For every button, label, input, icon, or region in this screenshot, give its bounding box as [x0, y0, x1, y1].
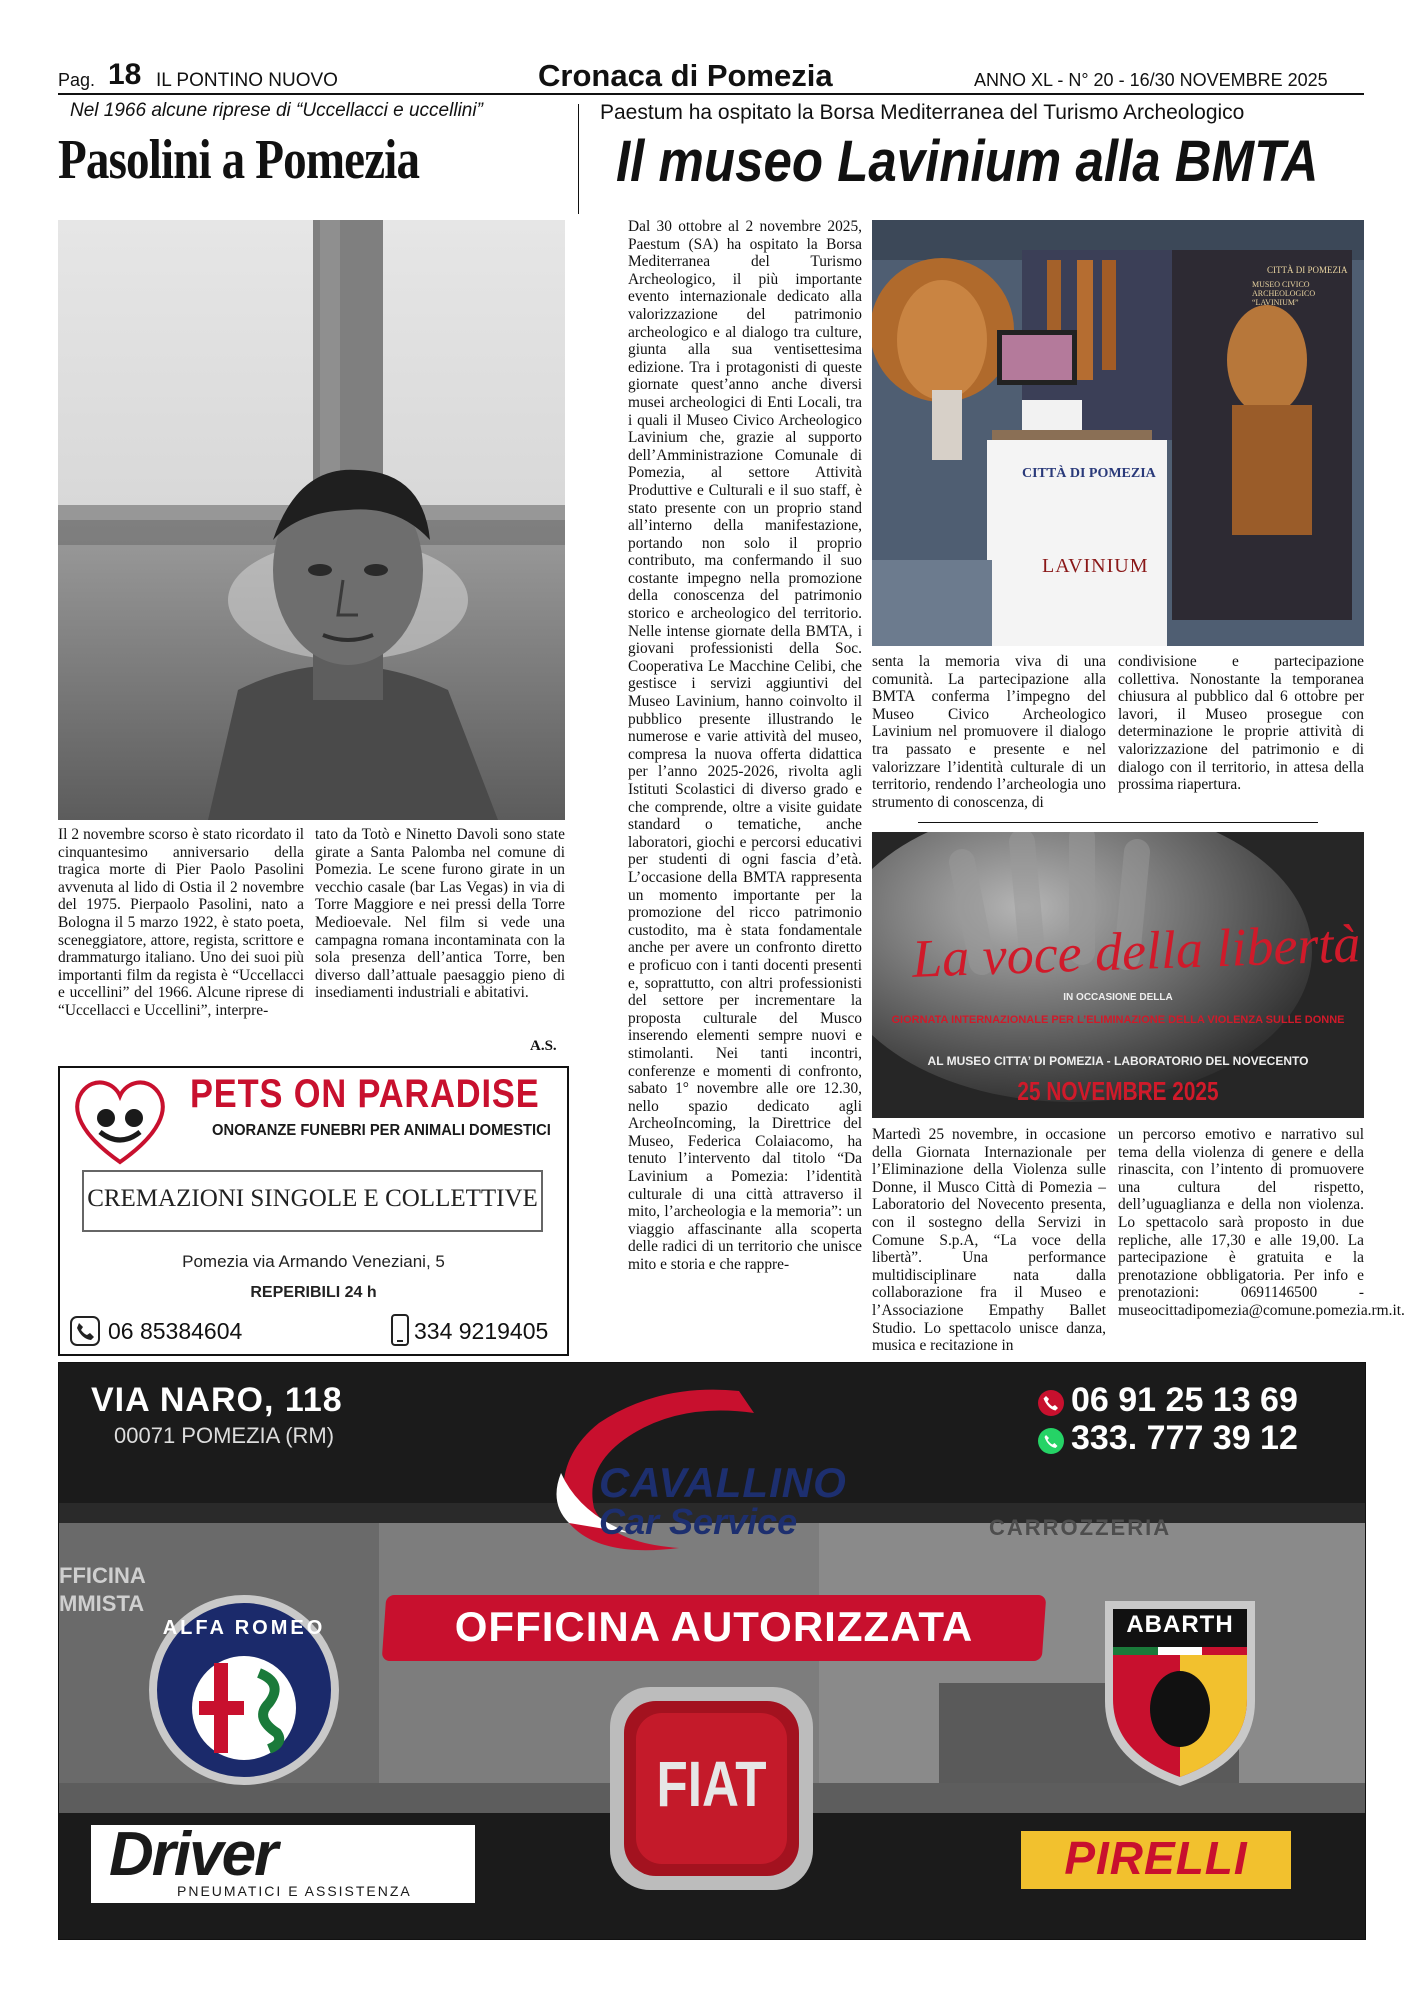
- right-kicker: Paestum ha ospitato la Borsa Mediterranea del Turismo Archeologico: [600, 101, 1245, 124]
- left-col-1: Il 2 novembre scorso è stato ricordato il cinquantesimo anniversario della tragica morte di Pier Paolo Pasolini avvenuta al lido di Ostia il 2 novembre del 1975. Pierpaolo Pasolini, nato a Bologna il 5 marzo 1922, è stato poeta, sceneggiatore, attore, regista, scrittore e drammaturgo italiano. Uno dei suoi più importanti film da regista è “Uccellacci e uccellini” del 1966. Alcune riprese di “Uccellacci e Uccellini”, interpre-: [58, 826, 304, 1019]
- stand-roll-title: CITTÀ DI POMEZIA: [1267, 265, 1348, 275]
- event-col-b: un percorso emotivo e narrativo sul tema della violenza di genere e della rinascita, con l’intento di promuovere una cultura del rispetto, dell’uguaglianza e della non violenza. Lo spettacolo sarà proposto in due repliche, alle 17,30 e alle 19,00. La partecipazione è gratuita e la prenotazione obbligatoria. Per info e prenotazioni: 0691146500 - museocittadipomezia@comune.pomezia.rm.it.: [1118, 1126, 1405, 1319]
- pets-phone-landline[interactable]: 06 85384604: [108, 1318, 243, 1344]
- cav-city: 00071 POMEZIA (RM): [114, 1423, 335, 1448]
- issue-info: ANNO XL - N° 20 - 16/30 NOVEMBRE 2025: [974, 70, 1328, 90]
- event-col-a: Martedì 25 novembre, in occasione della Giornata Internazionale per l’Eliminazione della Violenza sulle Donne, il Musco Città di Pomezia – Laboratorio del Novecento presenta, con il sostegno della Servizi in Comune S.p.A, “La voce della libertà”. Una performance multidisciplinare nata dalla collaborazione fra il Museo e l’Associazione Empathy Ballet Studio. Lo spettacolo unisce danza, musica e recitazione in: [872, 1126, 1106, 1355]
- left-signature: A.S.: [530, 1038, 557, 1054]
- fiat-text: FIAT: [656, 1748, 767, 1820]
- right-col-b: senta la memoria viva di una comunità. La partecipazione alla BMTA conferma l’impegno del Museo Civico Archeologico Lavinium nel promuovere il dialogo tra passato e presente e nel valorizzare l’identità culturale di un territorio, rendendo l’archeologia uno strumento di conoscenza, di: [872, 653, 1106, 811]
- cav-phone2[interactable]: 333. 777 39 12: [1071, 1419, 1298, 1457]
- alfa-romeo-emblem: [189, 1653, 299, 1763]
- pets-ad[interactable]: [58, 1066, 569, 1356]
- bmta-stand-photo: [872, 220, 1364, 646]
- pets-tagline: ONORANZE FUNEBRI PER ANIMALI DOMESTICI: [212, 1122, 551, 1139]
- right-divider: [918, 822, 1318, 823]
- pets-availability: REPERIBILI 24 h: [250, 1284, 377, 1301]
- header-rule: [58, 93, 1364, 95]
- right-col-main: Dal 30 ottobre al 2 novembre 2025, Paestum (SA) ha ospitato la Borsa Mediterranea del Turismo Archeologico, il più importante evento internazionale dedicato alla valorizzazione del patrimonio archeologico e al dialogo tra culture, giunta alla sua ventisettesima edizione. Tra i protagonisti di queste giornate quest’anno anche diversi musei archeologici di Enti Locali, tra i quali il Museo Civico Archeologico Lavinium che, grazie al supporto dell’Amministrazione Comunale di Pomezia, al settore Attività Produttive e Culturali e il suo staff, è stato presente con un proprio stand all’interno della manifestazione, portando non solo il proprio contributo, ma confermando il suo costante impegno nella promozione della conoscenza del patrimonio storico e archeologico del territorio. Nelle intense giornate della BMTA, i giovani professionisti della Soc. Cooperativa Le Macchine Celibi, che gestisce i servizi aggiuntivi del Museo Lavinium, hanno coinvolto il pubblico presente illustrando le numerose e varie attività del museo, compresa la nuova offerta didattica per l’anno 2025-2026, rivolta agli Istituti Scolastici di diverso grado e che comprende, oltre a visite guidate standard o tematiche, anche laboratori, giochi e percorsi educativi per studenti di ogni fascia d’età. L’occasione della BMTA rappresenta un momento importante per la promozione del ricco patrimonio custodito, ma è stata fondamentale anche per avere un confronto diretto e proficuo con i tanti docenti presenti e, soprattutto, con altri professionisti del settore per incrementare la proposta culturale del Musco inserendo elementi sempre nuovi e stimolanti. Nei tanti incontri, conferenze e momenti di confronto, sabato 1° novembre alle ore 12.30, nello spazio dedicato agli ArcheoIncoming, la Direttrice del Museo, Federica Colaiacomo, ha tenuto l’intervento dal titolo “Da Lavinium a Pomezia: l’identità culturale di una città attraverso il mito, l’archeologia e la memoria”: un viaggio affascinante alla scoperta delle radici di un territorio che unisce mito e storia e che rappre-: [628, 218, 862, 1274]
- pets-phone-mobile[interactable]: 334 9219405: [414, 1318, 549, 1344]
- page-label: Pag.: [58, 70, 96, 90]
- cav-banner-text: OFFICINA AUTORIZZATA: [454, 1603, 974, 1650]
- cav-bg-sign-specialista: MMISTA: [59, 1591, 145, 1616]
- left-kicker: Nel 1966 alcune riprese di “Uccellacci e uccellini”: [70, 100, 483, 121]
- cav-street: VIA NARO, 118: [91, 1381, 343, 1419]
- phone-icon: [70, 1316, 100, 1346]
- right-col-c: condivisione e partecipazione collettiva. Nonostante la temporanea chiusura al pubblico dal 6 ottobre per lavori, il Museo prosegue con determinazione le proprie attività di valorizzazione del patrimonio e di dialogo con il territorio, in attesa della prossima riapertura.: [1118, 653, 1364, 794]
- cav-brand-sub: Car Service: [599, 1501, 798, 1542]
- left-col-2: tato da Totò e Ninetto Davoli sono state girate a Santa Palomba nel comune di Pomezia. Le scene furono girate in un vecchio casale (bar Las Vegas) in via di Torre Maggiore e nei pressi della Torre Medioevale. Nel film si vede una campagna romana incontaminata con la sola presenza dell’antica Torre, ben diverso dall’attuale paesaggio pieno di insediamenti industriali e abitativi.: [315, 826, 565, 1002]
- pets-address: Pomezia via Armando Veneziani, 5: [182, 1252, 445, 1271]
- stand-banner-city: CITTÀ DI POMEZIA: [1022, 466, 1156, 481]
- phone-icon: [1037, 1389, 1065, 1417]
- page-number: 18: [108, 58, 142, 91]
- cavallino-ad[interactable]: [58, 1362, 1366, 1940]
- driver-text: Driver: [109, 1820, 277, 1889]
- pets-service: CREMAZIONI SINGOLE E COLLETTIVE: [87, 1185, 538, 1212]
- cav-phone1[interactable]: 06 91 25 13 69: [1071, 1381, 1298, 1419]
- heart-paw-icon: [70, 1074, 170, 1166]
- pirelli-text: PIRELLI: [1064, 1832, 1248, 1884]
- alfa-romeo-text: ALFA ROMEO: [162, 1617, 326, 1639]
- stand-banner-brand: LAVINIUM: [1042, 555, 1149, 577]
- event-title: La voce della libertà: [911, 913, 1362, 989]
- right-headline: Il museo Lavinium alla BMTA: [616, 129, 1319, 194]
- event-line3: AL MUSEO CITTA’ DI POMEZIA - LABORATORIO DEL NOVECENTO: [927, 1054, 1309, 1068]
- column-divider: [578, 104, 579, 214]
- cav-bg-sign-carrozzeria: CARROZZERIA: [989, 1515, 1172, 1540]
- cav-bg-sign-officina: FFICINA: [59, 1563, 146, 1588]
- abarth-text: ABARTH: [1126, 1611, 1234, 1638]
- whatsapp-icon: [1037, 1427, 1065, 1455]
- mobile-phone-icon: [390, 1314, 410, 1346]
- pets-name: PETS ON PARADISE: [190, 1072, 540, 1116]
- event-line2: GIORNATA INTERNAZIONALE PER L’ELIMINAZIONE DELLA VIOLENZA SULLE DONNE: [891, 1014, 1345, 1026]
- pasolini-photo-art: [58, 220, 565, 820]
- page-header: [58, 58, 1364, 92]
- paper-name: IL PONTINO NUOVO: [156, 70, 338, 91]
- stand-roll-sub: MUSEO CIVICO ARCHEOLOGICO “LAVINIUM”: [1252, 280, 1316, 307]
- cav-brand: CAVALLINO: [599, 1459, 847, 1506]
- driver-subtext: PNEUMATICI E ASSISTENZA: [177, 1883, 412, 1899]
- event-poster: [872, 832, 1364, 1118]
- pasolini-photo: [58, 220, 565, 820]
- event-line1: IN OCCASIONE DELLA: [1063, 992, 1173, 1003]
- left-headline: Pasolini a Pomezia: [58, 129, 420, 191]
- event-date: 25 NOVEMBRE 2025: [1017, 1076, 1219, 1106]
- section-title: Cronaca di Pomezia: [538, 58, 833, 93]
